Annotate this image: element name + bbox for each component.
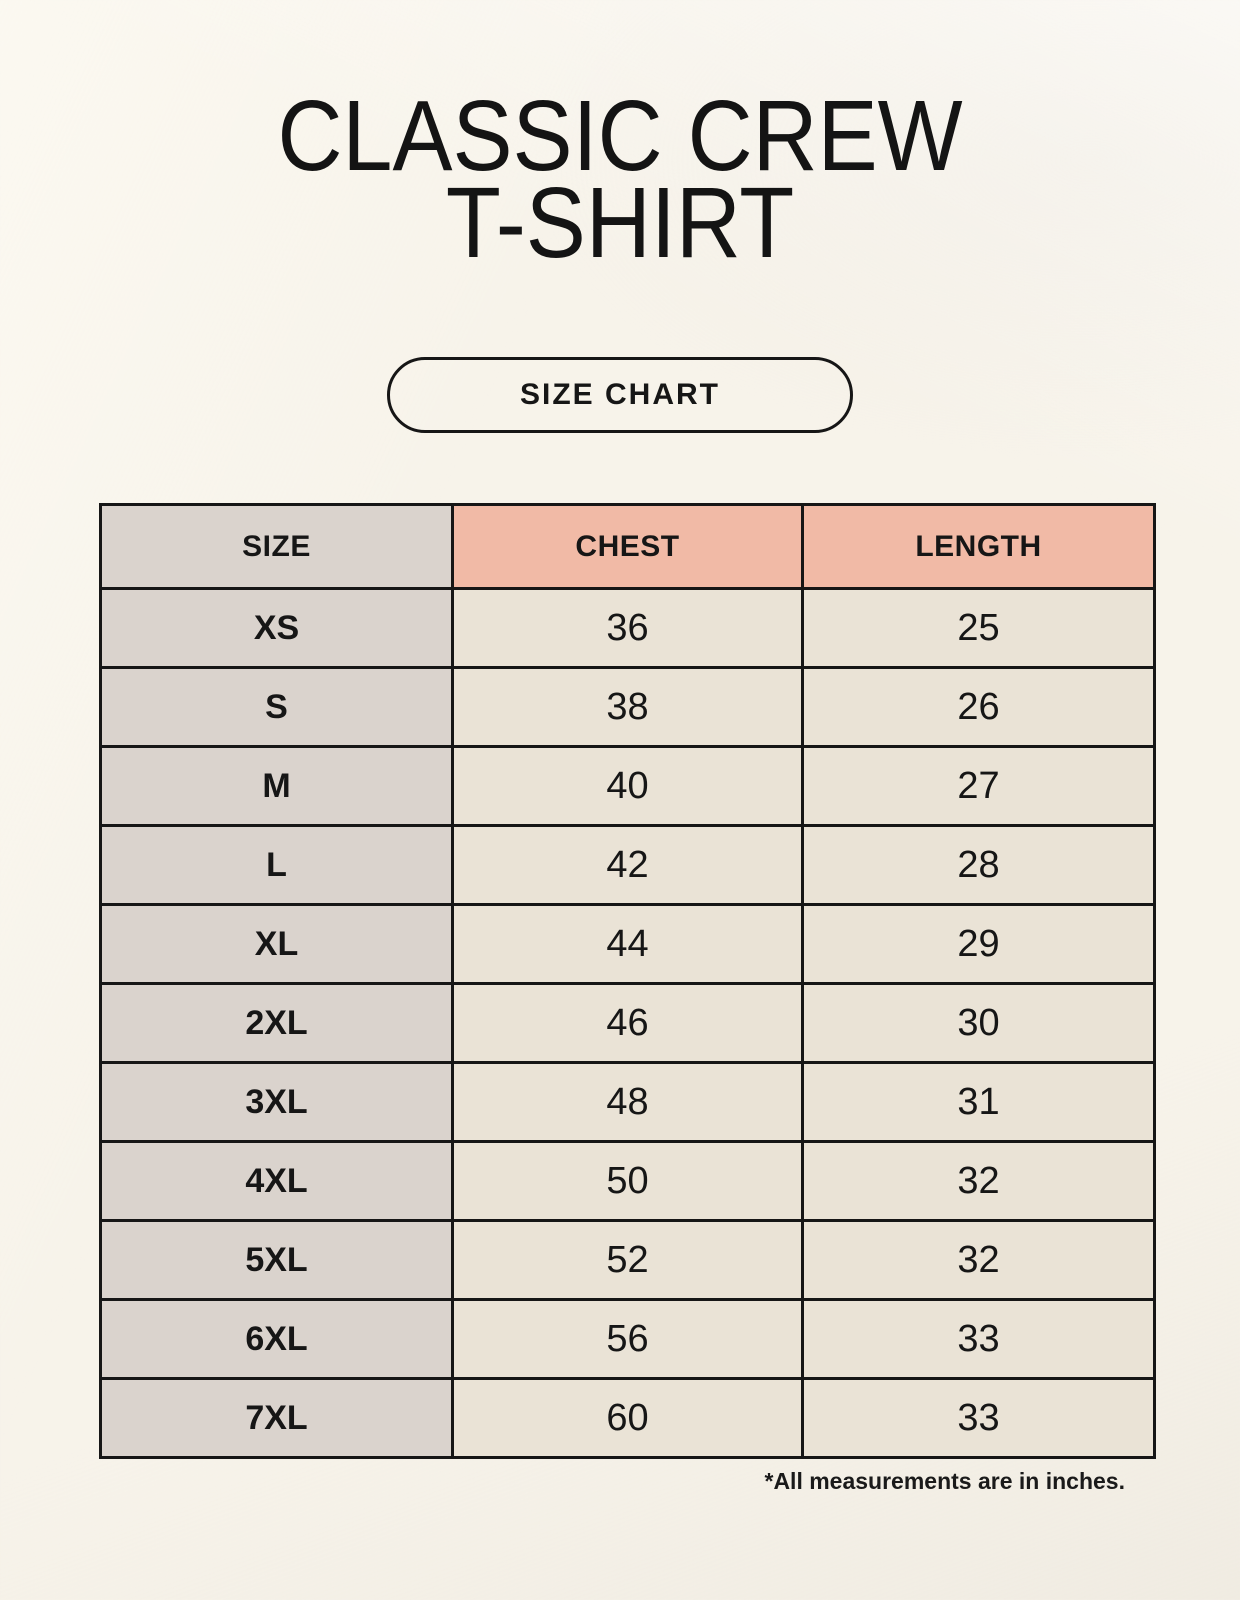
length-value-cell: 33: [803, 1300, 1155, 1379]
size-label-cell: L: [101, 826, 453, 905]
table-row: [101, 747, 1155, 826]
size-label-cell: XL: [101, 905, 453, 984]
size-label-cell: 4XL: [101, 1142, 453, 1221]
page-title-line2: T-SHIRT: [445, 167, 795, 279]
size-label-cell: 7XL: [101, 1379, 453, 1458]
chest-value-cell: 42: [453, 826, 803, 905]
length-value-cell: 30: [803, 984, 1155, 1063]
length-value-cell: 28: [803, 826, 1155, 905]
table-row: [101, 1379, 1155, 1458]
chest-value-cell: 46: [453, 984, 803, 1063]
size-table-body: [101, 589, 1155, 1458]
size-label-cell: S: [101, 668, 453, 747]
length-value-cell: 25: [803, 589, 1155, 668]
table-row: [101, 1142, 1155, 1221]
size-label-cell: 6XL: [101, 1300, 453, 1379]
table-row: [101, 668, 1155, 747]
length-value-cell: 29: [803, 905, 1155, 984]
size-table-container: [99, 503, 1153, 1459]
table-row: [101, 905, 1155, 984]
size-chart-page: [0, 80, 1240, 1600]
chest-value-cell: 40: [453, 747, 803, 826]
table-row: [101, 984, 1155, 1063]
column-header-chest: CHEST: [453, 505, 803, 589]
chest-value-cell: 50: [453, 1142, 803, 1221]
size-table-header: [101, 505, 1155, 589]
length-value-cell: 27: [803, 747, 1155, 826]
length-value-cell: 32: [803, 1142, 1155, 1221]
chest-value-cell: 60: [453, 1379, 803, 1458]
size-label-cell: 5XL: [101, 1221, 453, 1300]
column-header-size: SIZE: [101, 505, 453, 589]
page-title-line1: CLASSIC CREW: [277, 80, 963, 192]
chest-value-cell: 44: [453, 905, 803, 984]
table-row: [101, 589, 1155, 668]
chest-value-cell: 38: [453, 668, 803, 747]
size-chart-badge-row: [0, 357, 1240, 433]
chest-value-cell: 56: [453, 1300, 803, 1379]
size-label-cell: M: [101, 747, 453, 826]
size-label-cell: XS: [101, 589, 453, 668]
chest-value-cell: 52: [453, 1221, 803, 1300]
length-value-cell: 26: [803, 668, 1155, 747]
measurements-note: *All measurements are in inches.: [764, 1468, 1125, 1494]
size-label-cell: 2XL: [101, 984, 453, 1063]
length-value-cell: 33: [803, 1379, 1155, 1458]
length-value-cell: 32: [803, 1221, 1155, 1300]
table-row: [101, 1063, 1155, 1142]
page-title: [62, 80, 1178, 279]
chest-value-cell: 36: [453, 589, 803, 668]
size-chart-button[interactable]: SIZE CHART: [387, 357, 853, 433]
table-row: [101, 1221, 1155, 1300]
size-chart-table: [99, 503, 1156, 1459]
header-row: [101, 505, 1155, 589]
table-row: [101, 826, 1155, 905]
length-value-cell: 31: [803, 1063, 1155, 1142]
chest-value-cell: 48: [453, 1063, 803, 1142]
size-label-cell: 3XL: [101, 1063, 453, 1142]
column-header-length: LENGTH: [803, 505, 1155, 589]
table-row: [101, 1300, 1155, 1379]
